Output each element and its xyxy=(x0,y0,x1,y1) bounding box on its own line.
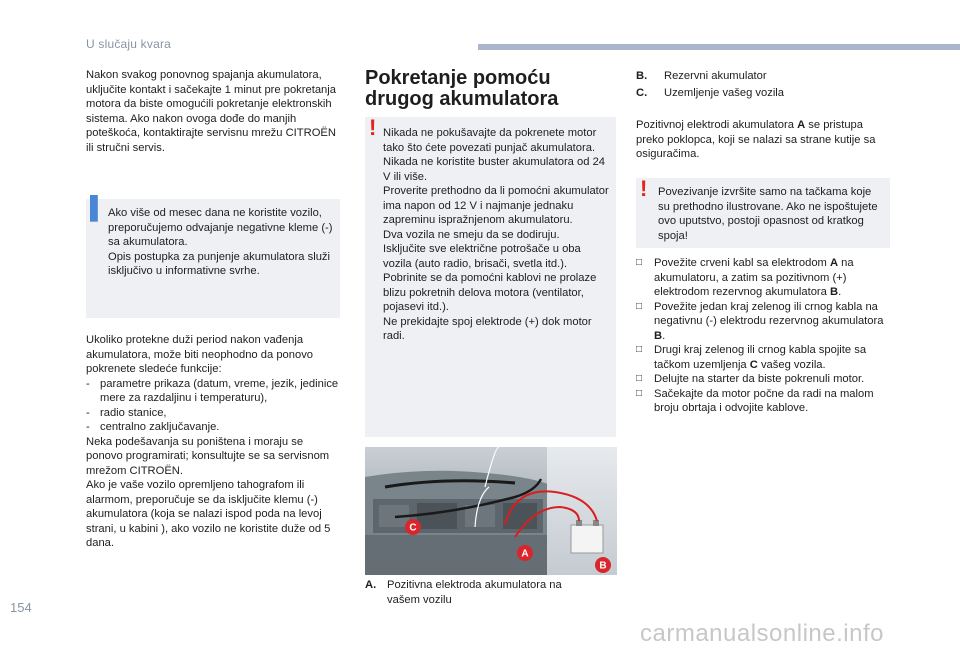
heading-block xyxy=(365,68,617,110)
engine-bay-photo xyxy=(365,447,617,575)
page-heading: Pokretanje pomoću drugog akumulatora xyxy=(365,67,559,110)
photo-label-c: C xyxy=(409,522,417,534)
functions-note: Neka podešavanja su poništena i moraju se ponovo programirati; konsultujte se sa servisnom mrežom CITROËN. Ako je vaše vozilo opremljeno tahografom ili alarmom, preporučuje se da isključite klemu (-) akumulatora (koja se nalazi ispod poda na levoj strani, u kabini ), ako vozilo ne koristite duže od 5 dana. xyxy=(86,435,331,549)
list-item: - parametre prikaza (datum, vreme, jezik, jedinice mere za razdaljinu i temperaturu), xyxy=(86,377,342,406)
warning-box-main-text: Nikada ne pokušavajte da pokrenete motor tako što ćete povezati punjač akumulatora. Nikada ne koristite buster akumulatora od 24 V ili više. Proverite prethodno da li pomoćni akumulator ima napon od 12 V i najmanje jednaku zapreminu ispražnjenom akumulatoru. Dva vozila ne smeju da se dodiruju. Isključite sve električne potrošače u oba vozila (auto radio, brisači, svetla itd.). Pobrinite se da pomoćni kablovi ne prolaze blizu pokretnih delova motora (ventilator, pojasevi itd.). Ne prekidajte spoj elektrode (+) dok motor radi. xyxy=(383,127,609,342)
warning-box-side xyxy=(636,178,890,248)
header-bar xyxy=(478,44,960,50)
legend-a-text: Pozitivna elektroda akumulatora na vašem vozilu xyxy=(387,579,562,606)
photo-label-a: A xyxy=(521,548,529,560)
warning-box-main xyxy=(365,117,616,437)
legend-b-letter: B. xyxy=(636,70,648,82)
info-box-text: Ako više od mesec dana ne koristite vozilo, preporučujemo odvajanje negativne kleme (-) sa akumulatora. Opis postupka za punjenje akumulatora služi isključivo u informativne svrhe. xyxy=(108,207,333,277)
access-text-post: se pristupa preko poklopca, koji se nalazi sa strane kutije sa osiguračima. xyxy=(636,119,876,160)
list-item: □ Povežite jedan kraj zelenog ili crnog kabla na negativnu (-) elektrodu rezervnog akumulatora B. xyxy=(636,300,886,344)
steps-section xyxy=(636,256,886,416)
section-title: U slučaju kvara xyxy=(86,37,172,51)
list-item: - radio stanice, xyxy=(86,406,342,421)
legend-c-letter: C. xyxy=(636,87,648,99)
info-box xyxy=(86,195,340,318)
legend-b xyxy=(636,69,894,84)
functions-list xyxy=(86,377,342,435)
legend-c xyxy=(636,86,894,101)
list-item: □ Sačekajte da motor počne da radi na malom broju obrtaja i odvojite kablove. xyxy=(636,387,886,416)
list-item: - centralno zaključavanje. xyxy=(86,420,342,435)
functions-intro: Ukoliko protekne duži period nakon vađenja akumulatora, može biti neophodno da ponovo pokrenete sledeće funkcije: xyxy=(86,334,314,375)
list-item: □ Drugi kraj zelenog ili crnog kabla spojite sa tačkom uzemljenja C vašeg vozila. xyxy=(636,343,886,372)
intro-paragraph xyxy=(86,68,342,155)
legend-b-text: Rezervni akumulator xyxy=(664,70,767,82)
functions-section xyxy=(86,333,342,551)
access-text-pre: Pozitivnoj elektrodi akumulatora xyxy=(636,119,798,131)
info-bar-icon: ▌ xyxy=(90,195,106,220)
access-paragraph xyxy=(636,118,888,162)
exclamation-icon: ! xyxy=(369,115,377,140)
legend-c-text: Uzemljenje vašeg vozila xyxy=(664,87,785,99)
legend-a xyxy=(365,578,617,608)
steps-list xyxy=(636,256,886,416)
access-text-bold: A xyxy=(797,119,806,131)
legend-a-letter: A. xyxy=(365,579,377,591)
exclamation-icon: ! xyxy=(640,176,648,201)
intro-text: Nakon svakog ponovnog spajanja akumulatora, uključite kontakt i sačekajte 1 minut pre pokretanja motora da biste omogućili pokretanje elektronskih sistema. Ako nakon ovoga dođe do manjih poteškoća, kontaktirajte servisnu mrežu CITROËN ili stručni servis. xyxy=(86,69,336,154)
warning-box-side-text: Povezivanje izvršite samo na tačkama koje su prethodno ilustrovane. Ako ne ispoštujete ovo uputstvo, postoji opasnost od kratkog spoja! xyxy=(658,186,878,242)
photo-label-b: B xyxy=(599,560,607,572)
access-text xyxy=(636,118,888,162)
list-item: □ Povežite crveni kabl sa elektrodom A na akumulatoru, a zatim sa pozitivnom (+) elektrodom rezervnog akumulatora B. xyxy=(636,256,886,300)
page-number: 154 xyxy=(10,600,32,615)
watermark: carmanualsonline.info xyxy=(640,620,884,647)
list-item: □ Delujte na starter da biste pokrenuli motor. xyxy=(636,372,886,387)
